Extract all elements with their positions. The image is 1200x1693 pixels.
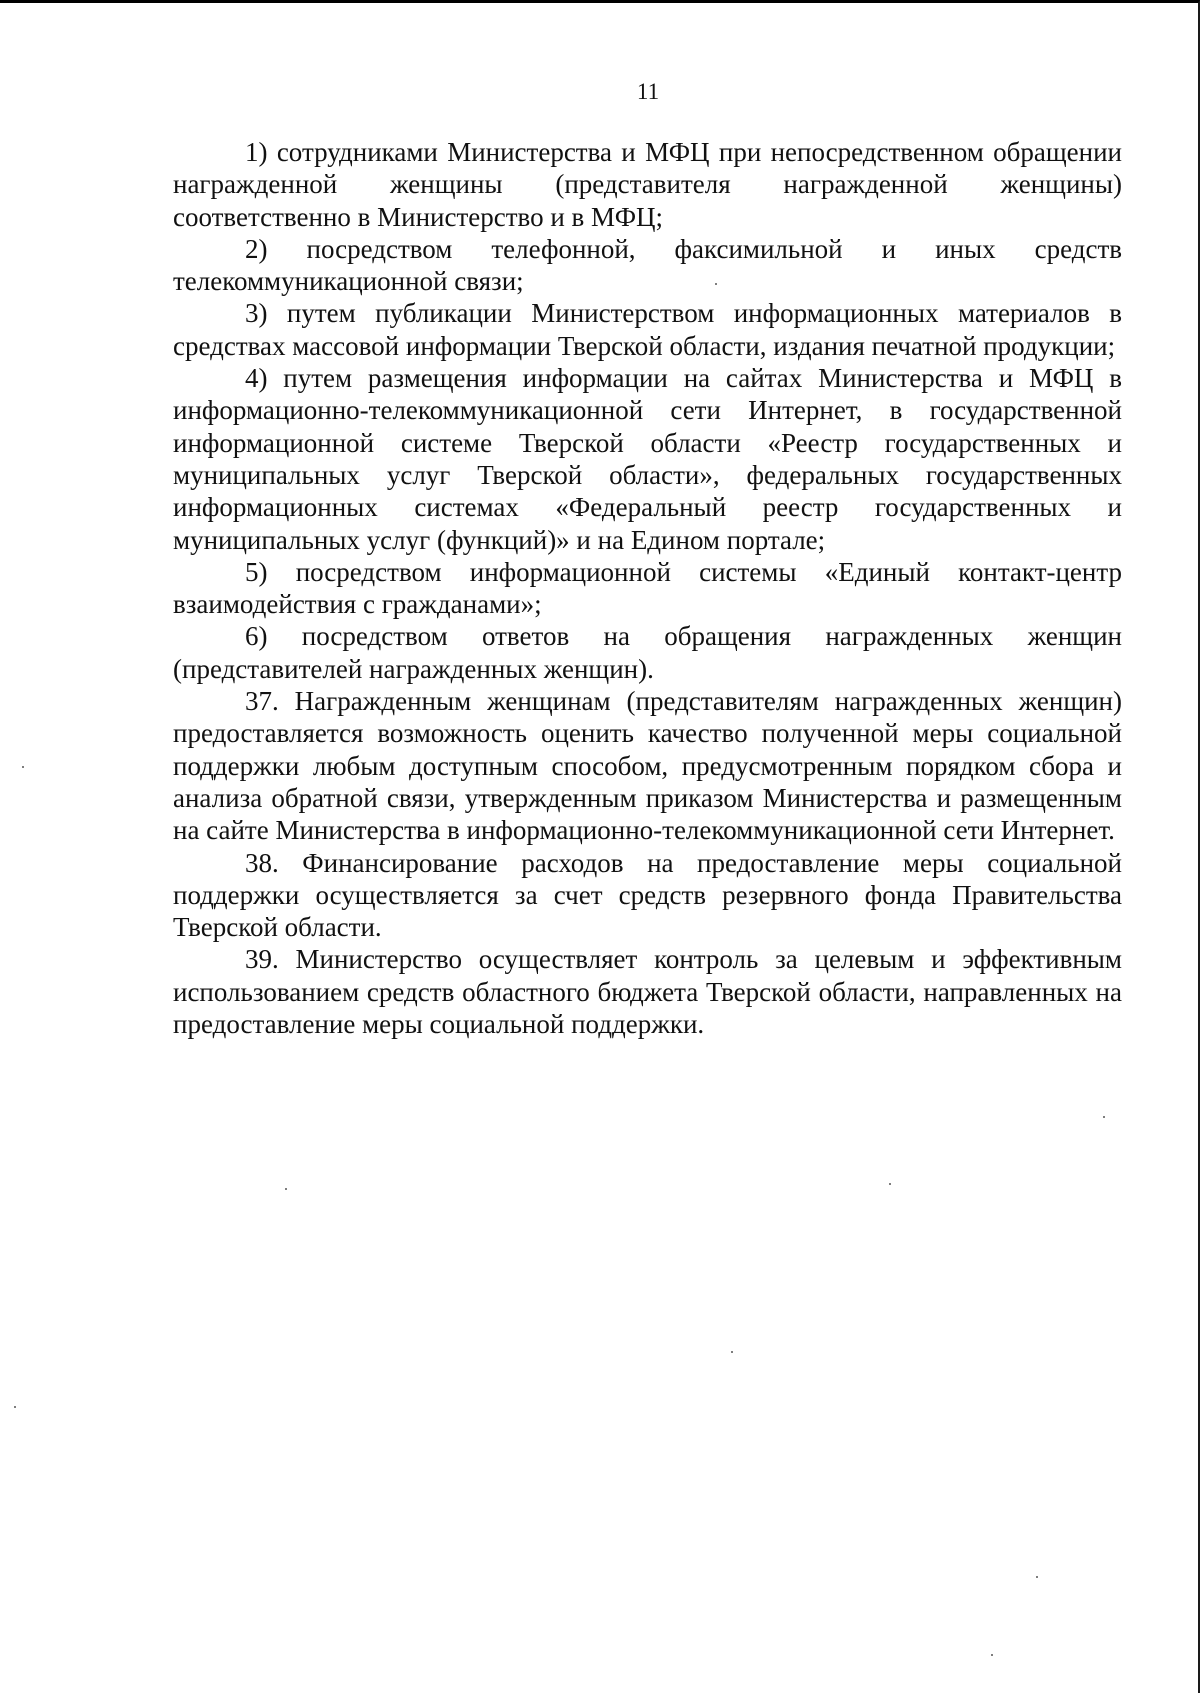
scan-speck xyxy=(715,283,717,285)
scan-speck xyxy=(285,1188,287,1190)
list-item-1: 1) сотрудниками Министерства и МФЦ при непосредственном обращении награжденной женщины (представителя награжденной женщины) соответственно в Министерство и в МФЦ; xyxy=(173,137,1122,232)
scan-speck xyxy=(1036,1576,1038,1578)
list-item-3: 3) путем публикации Министерством информационных материалов в средствах массовой информации Тверской области, издания печатной продукции; xyxy=(173,298,1122,361)
list-item-4: 4) путем размещения информации на сайтах Министерства и МФЦ в информационно-телекоммуникационной сети Интернет, в государственной информационной системе Тверской области «Реестр государственных и муниципальных услуг Тверской области», федеральных государственных информационных системах «Федеральный реестр государственных и муниципальных услуг (функций)» и на Едином портале; xyxy=(173,363,1122,555)
clause-38: 38. Финансирование расходов на предоставление меры социальной поддержки осуществляется за счет средств резервного фонда Правительства Тверской области. xyxy=(173,847,1122,943)
clause-39: 39. Министерство осуществляет контроль за целевым и эффективным использованием средств областного бюджета Тверской области, направленных на предоставление меры социальной поддержки. xyxy=(173,944,1122,1040)
list-item-6: 6) посредством ответов на обращения награжденных женщин (представителей награжденных женщин). xyxy=(173,621,1122,684)
list-item-5: 5) посредством информационной системы «Единый контакт-центр взаимодействия с гражданами»; xyxy=(173,556,1122,620)
document-body xyxy=(173,136,1122,1040)
scan-speck xyxy=(991,1654,993,1656)
list-item-2: 2) посредством телефонной, факсимильной и иных средств телекоммуникационной связи; xyxy=(173,233,1122,297)
scan-speck xyxy=(889,1183,891,1185)
scan-speck xyxy=(731,1351,733,1353)
clause-37: 37. Награжденным женщинам (представителям награжденных женщин) предоставляется возможность оценить качество полученной меры социальной поддержки любым доступным способом, предусмотренным порядком сбора и анализа обратной связи, утвержденным приказом Министерства и размещенным на сайте Министерства в информационно-телекоммуникационной сети Интернет. xyxy=(173,686,1122,846)
scan-speck xyxy=(1103,1116,1105,1118)
page-number: 11 xyxy=(636,79,660,104)
scan-speck xyxy=(22,766,24,768)
scan-speck xyxy=(14,1406,16,1408)
